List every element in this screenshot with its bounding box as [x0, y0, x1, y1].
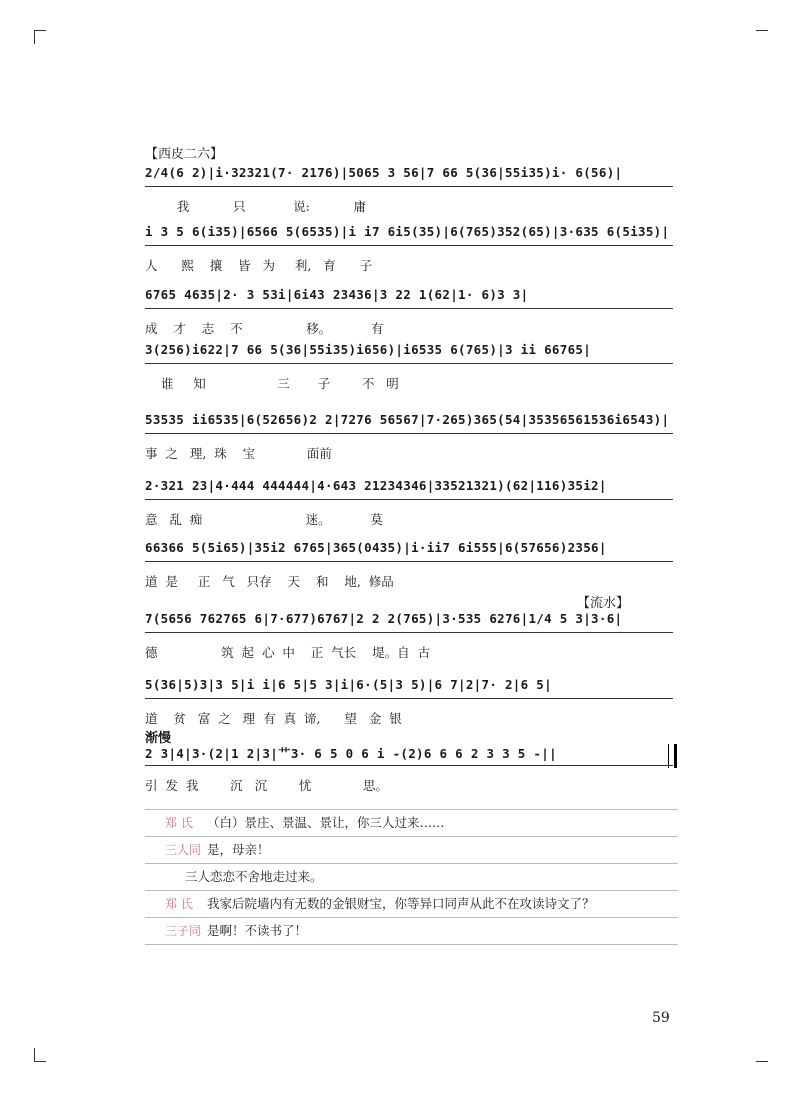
rhythm-underline [145, 765, 673, 766]
notation-system-6 [145, 478, 673, 532]
crop-mark-top-left-v [34, 30, 35, 44]
rhythm-underline [145, 632, 673, 633]
notation-line: 7(5656 762765 6|7·677)6767|2 2 2(765)|3·535 6276|1/4 5 3|3·6| [145, 611, 673, 635]
notation-system-9 [145, 677, 673, 731]
lyric-line: 我 只 说: 庸 [145, 199, 367, 214]
notation-line: 5(36|5)3|3 5|i i|6 5|5 3|i|6·(5|3 5)|6 7|2|7· 2|6 5| [145, 677, 673, 701]
lyric-line: 道 贫 富 之 理 有 真 谛, 望 金 银 [145, 711, 402, 726]
lyric-line: 道 是 正 气 只存 天 和 地, 修品 [145, 574, 394, 589]
speech-text: 我家后院墙内有无数的金银财宝，你等异口同声从此不在攻读诗文了？ [207, 896, 595, 911]
rhythm-underline [145, 561, 673, 562]
speech-text: （白）景庄、景温、景让，你三人过来…… [207, 815, 445, 830]
notation-system-4 [145, 342, 673, 396]
speaker-name: 郑 氏 [165, 816, 193, 830]
notation-line: i 3 5 6(i35)|6566 5(6535)|i i7 6i5(35)|6(765)352(65)|3·635 6(5i35)| [145, 224, 673, 248]
dialogue-line [145, 836, 678, 863]
lyric-line: 事 之 理, 珠 宝 面前 [145, 446, 332, 461]
notation-line: 6765 4635|2· 3 53i|6i43 23436|3 22 1(62|1· 6)3 3| [145, 287, 673, 311]
rhythm-underline [145, 698, 673, 699]
crop-mark-bottom-right [756, 1061, 768, 1062]
notation-system-3 [145, 287, 673, 341]
final-barline [668, 744, 677, 768]
stage-direction: 三人恋恋不舍地走过来。 [185, 869, 323, 884]
speech-text: 是，母亲！ [207, 842, 270, 857]
rhythm-underline [145, 363, 673, 364]
notation-system-1 [145, 165, 673, 219]
page-number: 59 [652, 1010, 670, 1026]
dialogue-block [145, 809, 678, 945]
dialogue-line [145, 863, 678, 890]
notation-system-2 [145, 224, 673, 278]
rhythm-underline [145, 433, 673, 434]
speaker-name: 三人同 [165, 843, 202, 857]
rhythm-underline [145, 245, 673, 246]
notation-line: 2·321 23|4·444 444444|4·643 21234346|33521321)(62|116)35i2| [145, 478, 673, 502]
tempo-mark-jianman: 渐慢 [145, 731, 172, 746]
notation-line: 2 3|4|3·(2|1 2|3|艹3· 6 5 0 6 i -(2)6 6 6 2 3 3 5 -|| [145, 744, 673, 768]
crop-mark-top-right [756, 30, 768, 31]
section-label-xipi-erliu: 【西皮二六】 [145, 147, 224, 162]
speaker-name: 郑 氏 [165, 897, 193, 911]
speaker-name: 三子同 [165, 924, 202, 938]
notation-system-10 [145, 744, 673, 798]
rhythm-underline [145, 308, 673, 309]
crop-mark-top-left-h [34, 30, 46, 31]
lyric-line: 谁 知 三 子 不 明 [145, 376, 399, 391]
crop-mark-bottom-left-v [34, 1048, 35, 1062]
notation-system-7 [145, 540, 673, 594]
rhythm-underline [145, 499, 673, 500]
notation-system-5 [145, 412, 673, 466]
notation-line: 3(256)i622|7 66 5(36|55i35)i656)|i6535 6(765)|3 ii 66765| [145, 342, 673, 366]
dialogue-line [145, 809, 678, 836]
rhythm-underline [145, 186, 673, 187]
lyric-line: 人 熙 攘 皆 为 利, 育 子 [145, 258, 373, 273]
notation-line: 66366 5(5i65)|35i2 6765|365(0435)|i·ii7 6i555|6(57656)2356| [145, 540, 673, 564]
dialogue-line [145, 917, 678, 945]
tempo-mark-liushui: 【流水】 [577, 596, 630, 611]
notation-line: 2/4(6 2)|i·32321(7· 2176)|5065 3 56|7 66 5(36|55i35)i· 6(56)| [145, 165, 673, 189]
speech-text: 是啊！不读书了！ [207, 923, 308, 938]
lyric-line: 成 才 志 不 移。 有 [145, 321, 384, 336]
lyric-line: 引 发 我 沉 沉 忧 思。 [145, 778, 389, 793]
lyric-line: 意 乱 痴 迷。 莫 [145, 512, 383, 527]
lyric-line: 德 筑 起 心 中 正 气长 堤。自 古 [145, 645, 431, 660]
crop-mark-bottom-left-h [34, 1061, 46, 1062]
notation-system-8 [145, 611, 673, 665]
dialogue-line [145, 890, 678, 917]
notation-line: 53535 ii6535|6(52656)2 2|7276 56567|7·265)365(54|35356561536i6543)| [145, 412, 673, 436]
